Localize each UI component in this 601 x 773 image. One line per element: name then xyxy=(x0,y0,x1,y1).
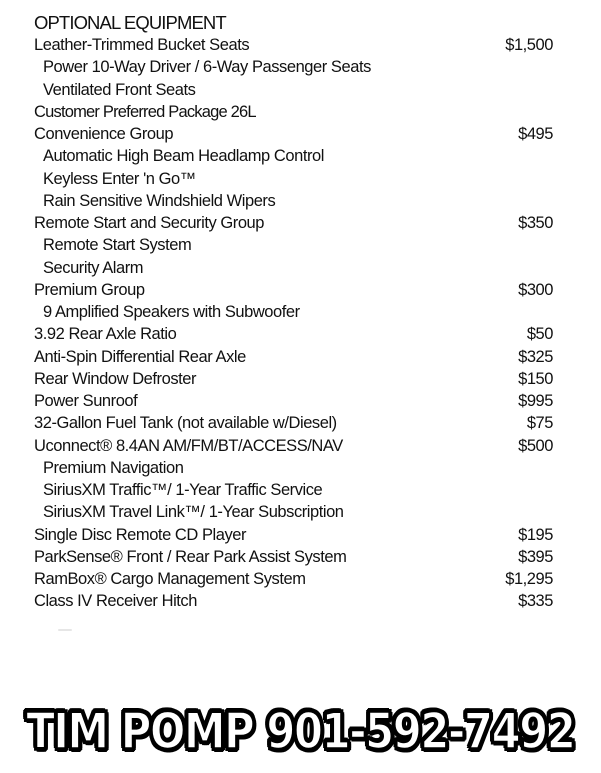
equipment-label: SiriusXM Travel Link™/ 1-Year Subscription xyxy=(43,503,344,522)
equipment-item xyxy=(0,323,601,345)
equipment-label: Power 10-Way Driver / 6-Way Passenger Seats xyxy=(43,58,371,77)
equipment-price: $50 xyxy=(526,325,553,344)
equipment-label: Single Disc Remote CD Player xyxy=(34,525,247,544)
equipment-price: $500 xyxy=(518,436,553,455)
equipment-label: Remote Start and Security Group xyxy=(34,214,264,232)
equipment-label: Ventilated Front Seats xyxy=(43,80,196,99)
equipment-price: $300 xyxy=(518,280,553,299)
equipment-label: Convenience Group xyxy=(34,125,174,143)
section-heading: OPTIONAL EQUIPMENT xyxy=(34,12,226,33)
equipment-price: $495 xyxy=(518,125,553,143)
equipment-sub-item xyxy=(0,56,601,78)
equipment-sub-item xyxy=(0,457,601,479)
equipment-sub-item xyxy=(0,234,601,256)
equipment-price: $350 xyxy=(518,214,553,232)
equipment-sub-item xyxy=(0,79,601,101)
equipment-price: $395 xyxy=(518,547,553,566)
equipment-price: $195 xyxy=(518,525,553,544)
equipment-label: Remote Start System xyxy=(43,236,192,255)
equipment-item xyxy=(0,590,601,612)
equipment-price: $335 xyxy=(518,592,553,611)
equipment-item xyxy=(0,412,601,434)
equipment-label: Leather-Trimmed Bucket Seats xyxy=(34,36,250,54)
equipment-label: 3.92 Rear Axle Ratio xyxy=(34,325,177,344)
equipment-item xyxy=(0,346,601,368)
equipment-sub-item xyxy=(0,301,601,323)
equipment-label: Anti-Spin Differential Rear Axle xyxy=(34,347,246,366)
equipment-item xyxy=(0,524,601,546)
equipment-label: 32-Gallon Fuel Tank (not available w/Diesel) xyxy=(34,414,337,433)
equipment-price: $325 xyxy=(518,347,553,366)
equipment-list xyxy=(0,34,601,613)
equipment-label: Keyless Enter 'n Go™ xyxy=(43,169,196,188)
equipment-item xyxy=(0,390,601,412)
equipment-item xyxy=(0,368,601,390)
equipment-item xyxy=(0,546,601,568)
equipment-sub-item xyxy=(0,479,601,501)
equipment-item xyxy=(0,279,601,301)
equipment-item xyxy=(0,123,601,145)
equipment-label: ParkSense® Front / Rear Park Assist System xyxy=(34,547,347,566)
equipment-sub-item xyxy=(0,501,601,523)
equipment-label: Uconnect® 8.4AN AM/FM/BT/ACCESS/NAV xyxy=(34,436,343,455)
equipment-item xyxy=(0,34,601,56)
equipment-item xyxy=(0,212,601,234)
equipment-label: SiriusXM Traffic™/ 1-Year Traffic Service xyxy=(43,481,323,499)
package-heading xyxy=(0,101,601,123)
equipment-item xyxy=(0,435,601,457)
equipment-sub-item xyxy=(0,168,601,190)
equipment-sub-item xyxy=(0,257,601,279)
equipment-item xyxy=(0,568,601,590)
equipment-price: $995 xyxy=(518,392,553,410)
equipment-label: Class IV Receiver Hitch xyxy=(34,592,197,611)
scan-mark xyxy=(58,629,72,631)
equipment-label: Premium Navigation xyxy=(43,458,184,477)
equipment-price: $1,295 xyxy=(505,570,553,588)
equipment-label: Power Sunroof xyxy=(34,392,138,410)
equipment-label: Rear Window Defroster xyxy=(34,369,197,388)
equipment-sub-item xyxy=(0,190,601,212)
equipment-label: Premium Group xyxy=(34,280,145,299)
contact-banner-text: TIM POMP 901-592-7492 xyxy=(26,703,575,760)
equipment-price: $150 xyxy=(518,369,553,388)
equipment-label: Customer Preferred Package 26L xyxy=(34,102,256,121)
equipment-price: $75 xyxy=(526,414,553,433)
equipment-price: $1,500 xyxy=(505,36,553,54)
equipment-label: Security Alarm xyxy=(43,258,144,277)
equipment-label: 9 Amplified Speakers with Subwoofer xyxy=(43,303,300,321)
equipment-label: Rain Sensitive Windshield Wipers xyxy=(43,191,276,210)
equipment-label: Automatic High Beam Headlamp Control xyxy=(43,147,324,166)
contact-banner xyxy=(14,700,587,764)
equipment-label: RamBox® Cargo Management System xyxy=(34,570,306,588)
equipment-sub-item xyxy=(0,145,601,167)
